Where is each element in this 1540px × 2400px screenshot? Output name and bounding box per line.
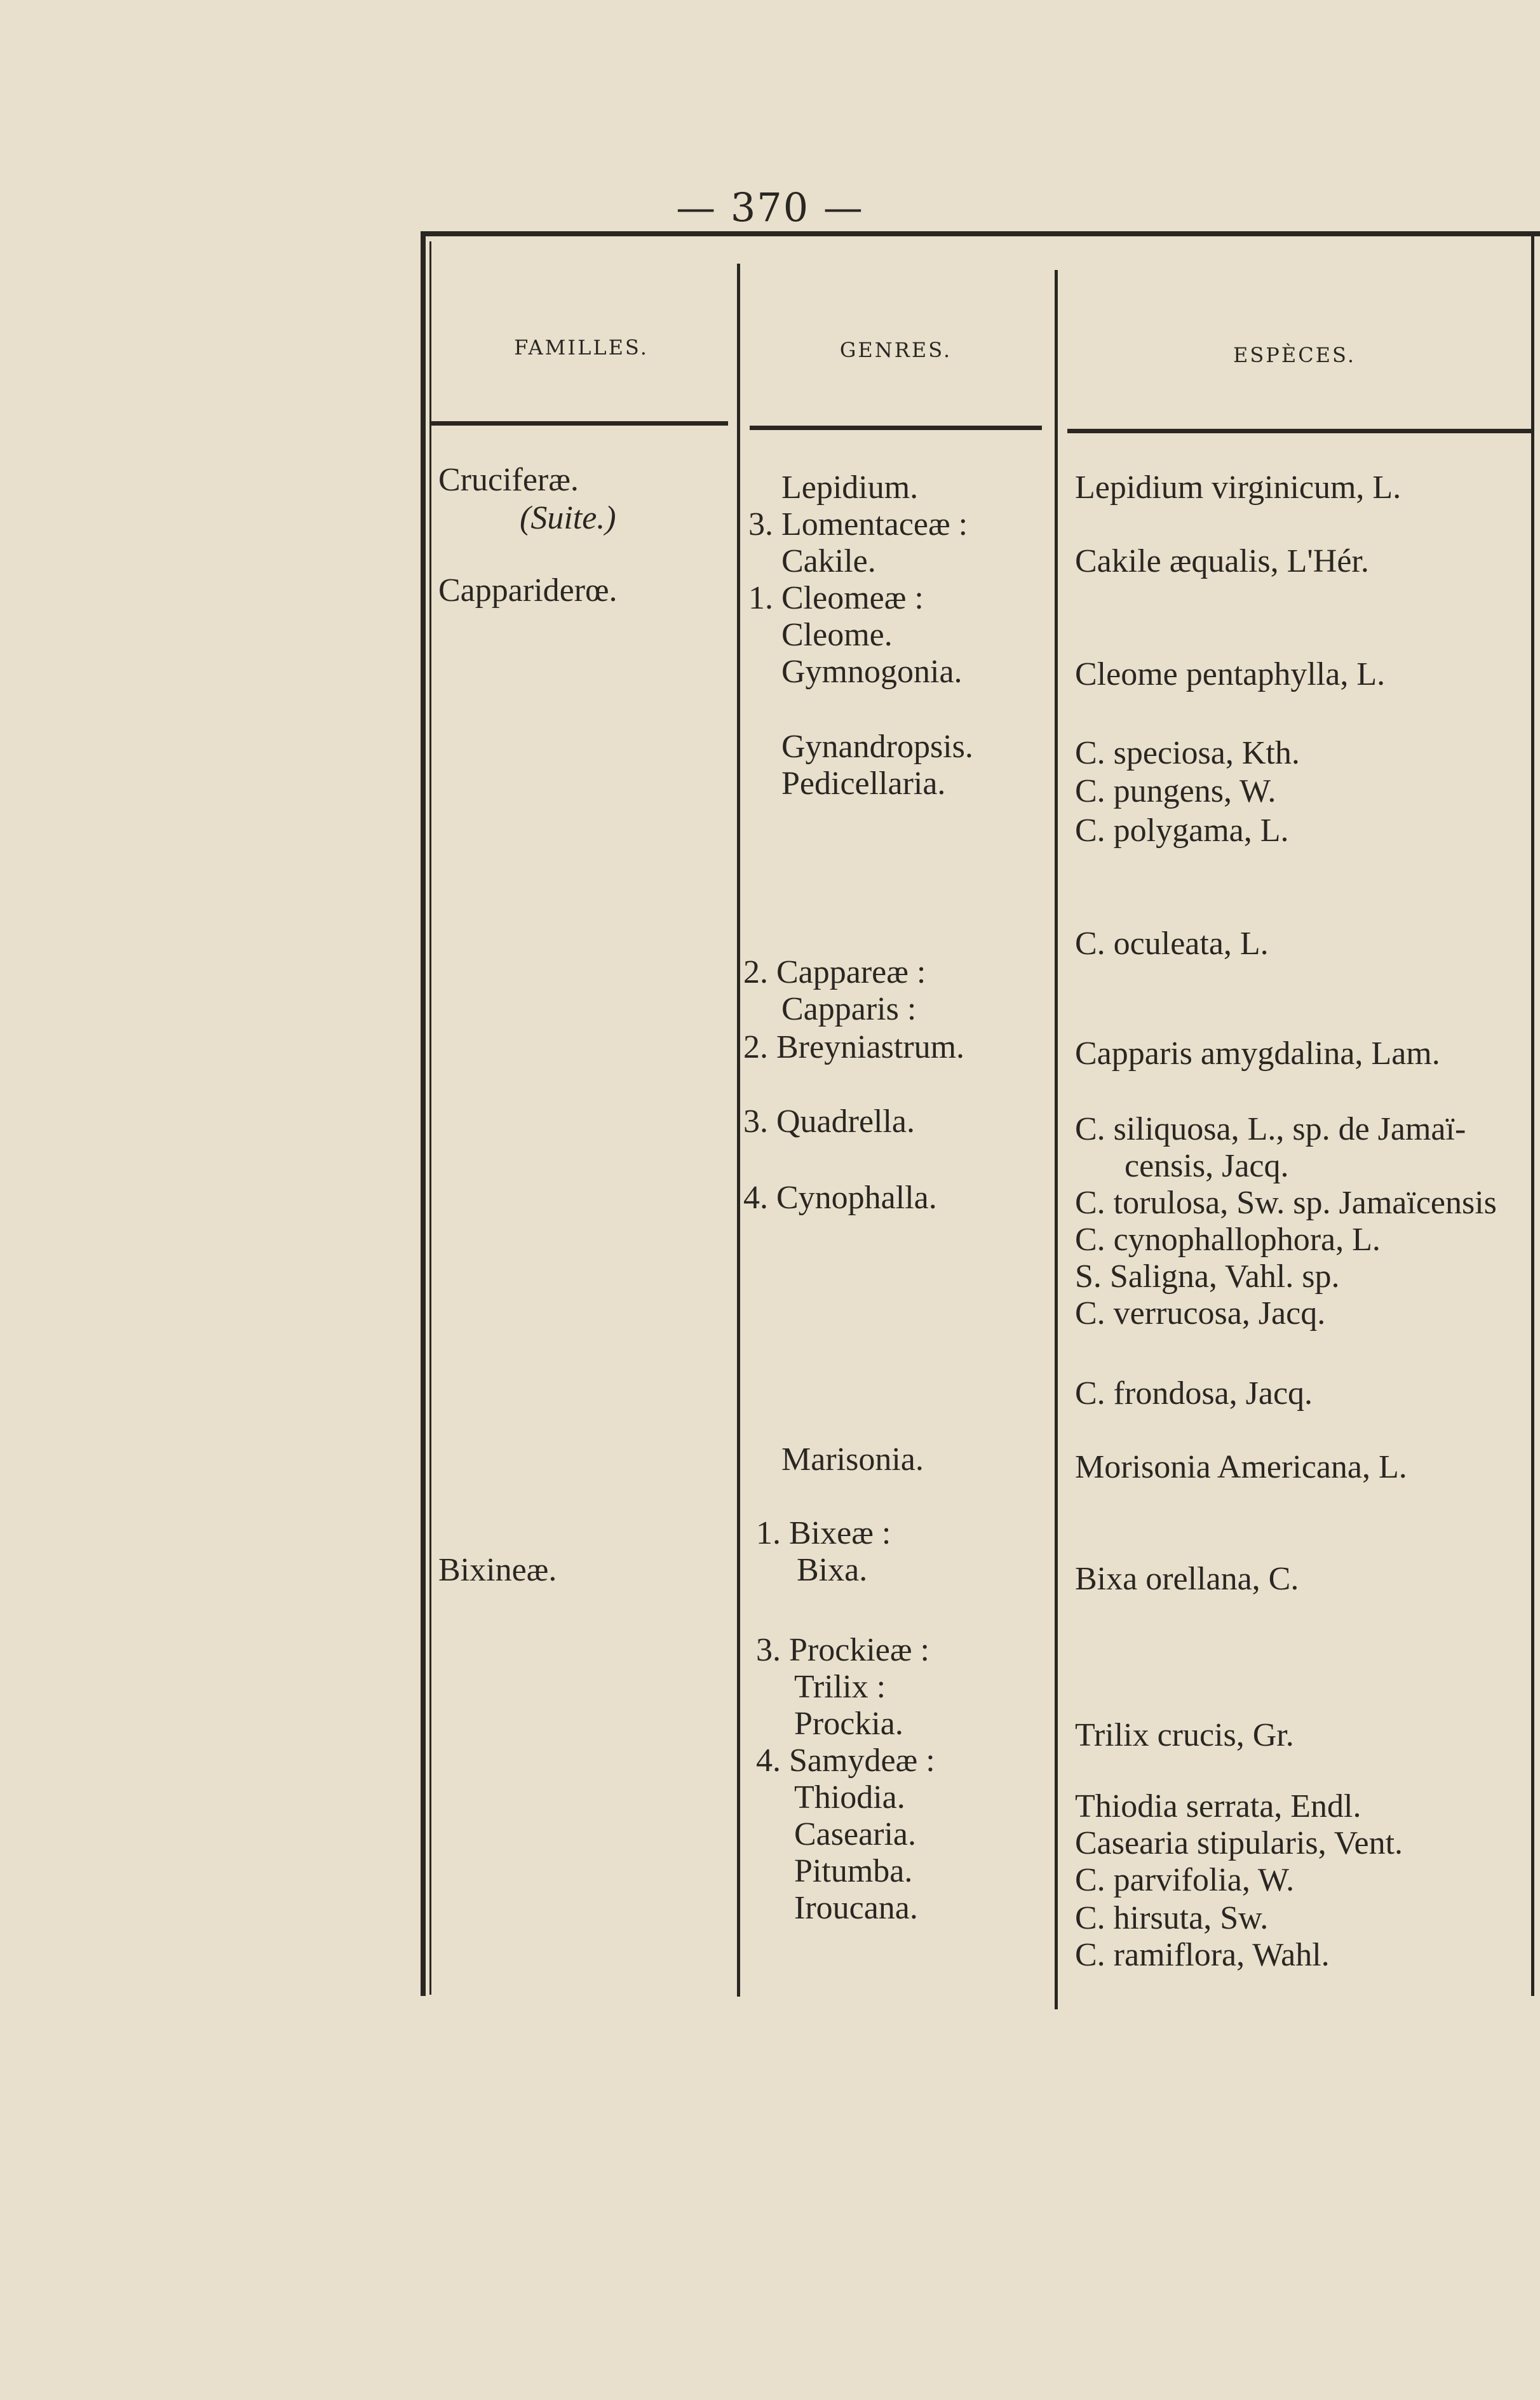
genre-entry: 4. Samydeæ : bbox=[756, 1743, 935, 1779]
column-divider-especes bbox=[1055, 270, 1058, 2009]
espece-entry: C. parvifolia, W. bbox=[1075, 1862, 1295, 1898]
espece-entry: Casearia stipularis, Vent. bbox=[1075, 1825, 1403, 1861]
header-rule-especes bbox=[1067, 429, 1531, 433]
header-rule-familles bbox=[429, 421, 728, 426]
genre-entry: 1. Cleomeæ : bbox=[748, 580, 924, 616]
genre-entry: 3. Quadrella. bbox=[743, 1103, 915, 1140]
genre-entry: Pedicellaria. bbox=[781, 765, 946, 802]
espece-entry: Lepidium virginicum, L. bbox=[1075, 469, 1402, 506]
genre-entry: Prockia. bbox=[794, 1706, 903, 1742]
genre-entry: 3. Prockieæ : bbox=[756, 1632, 929, 1668]
espece-entry: C. hirsuta, Sw. bbox=[1075, 1900, 1269, 1936]
espece-entry: Bixa orellana, C. bbox=[1075, 1561, 1299, 1597]
espece-entry: C. speciosa, Kth. bbox=[1075, 735, 1300, 771]
genre-entry: 2. Breyniastrum. bbox=[743, 1029, 965, 1065]
header-especes: ESPÈCES. bbox=[1233, 343, 1356, 367]
table-top-rule bbox=[421, 231, 1540, 236]
table-right-border bbox=[1531, 236, 1534, 1996]
genre-entry: 1. Bixeæ : bbox=[756, 1515, 891, 1551]
genre-entry: Capparis : bbox=[781, 991, 917, 1027]
espece-entry: C. ramiflora, Wahl. bbox=[1075, 1937, 1330, 1973]
famille-entry: Cruciferæ. bbox=[438, 462, 579, 498]
genre-entry: Lepidium. bbox=[781, 469, 919, 506]
genre-entry: 3. Lomentaceæ : bbox=[748, 506, 968, 543]
genre-entry: Bixa. bbox=[797, 1552, 868, 1588]
espece-entry: Morisonia Americana, L. bbox=[1075, 1449, 1407, 1485]
famille-entry: Bixineæ. bbox=[438, 1552, 557, 1588]
espece-entry: S. Saligna, Vahl. sp. bbox=[1075, 1258, 1340, 1295]
genre-entry: Cleome. bbox=[781, 617, 893, 653]
page-number: — 370 — bbox=[676, 184, 864, 231]
header-familles: FAMILLES. bbox=[514, 335, 649, 360]
header-genres: GENRES. bbox=[839, 338, 952, 362]
espece-entry: C. oculeata, L. bbox=[1075, 926, 1269, 962]
famille-entry: (Suite.) bbox=[520, 500, 616, 536]
genre-entry: 4. Cynophalla. bbox=[743, 1180, 937, 1216]
espece-entry: Trilix crucis, Gr. bbox=[1075, 1717, 1294, 1753]
espece-entry: censis, Jacq. bbox=[1125, 1148, 1289, 1184]
espece-entry: C. torulosa, Sw. sp. Jamaïcensis bbox=[1075, 1185, 1497, 1221]
table-left-border bbox=[421, 231, 426, 1996]
genre-entry: Pitumba. bbox=[794, 1853, 913, 1889]
espece-entry: Thiodia serrata, Endl. bbox=[1075, 1788, 1361, 1824]
espece-entry: C. cynophallophora, L. bbox=[1075, 1222, 1381, 1258]
espece-entry: Capparis amygdalina, Lam. bbox=[1075, 1035, 1440, 1072]
famille-entry: Cappariderœ. bbox=[438, 572, 618, 609]
espece-entry: C. siliquosa, L., sp. de Jamaï- bbox=[1075, 1111, 1466, 1147]
espece-entry: C. frondosa, Jacq. bbox=[1075, 1375, 1313, 1412]
genre-entry: Gymnogonia. bbox=[781, 654, 962, 690]
espece-entry: Cakile æqualis, L'Hér. bbox=[1075, 543, 1369, 579]
genre-entry: Casearia. bbox=[794, 1816, 917, 1852]
espece-entry: Cleome pentaphylla, L. bbox=[1075, 656, 1386, 692]
genre-entry: Gynandropsis. bbox=[781, 729, 973, 765]
column-divider-genres bbox=[737, 264, 740, 1997]
espece-entry: C. verrucosa, Jacq. bbox=[1075, 1295, 1326, 1331]
genre-entry: Iroucana. bbox=[794, 1890, 918, 1926]
table-left-border-inner bbox=[429, 241, 431, 1995]
genre-entry: Marisonia. bbox=[781, 1441, 924, 1478]
espece-entry: C. polygama, L. bbox=[1075, 812, 1289, 849]
espece-entry: C. pungens, W. bbox=[1075, 773, 1276, 809]
header-rule-genres bbox=[750, 426, 1042, 430]
genre-entry: Thiodia. bbox=[794, 1779, 905, 1816]
genre-entry: Trilix : bbox=[794, 1669, 886, 1705]
genre-entry: 2. Cappareæ : bbox=[743, 954, 926, 990]
genre-entry: Cakile. bbox=[781, 543, 876, 579]
